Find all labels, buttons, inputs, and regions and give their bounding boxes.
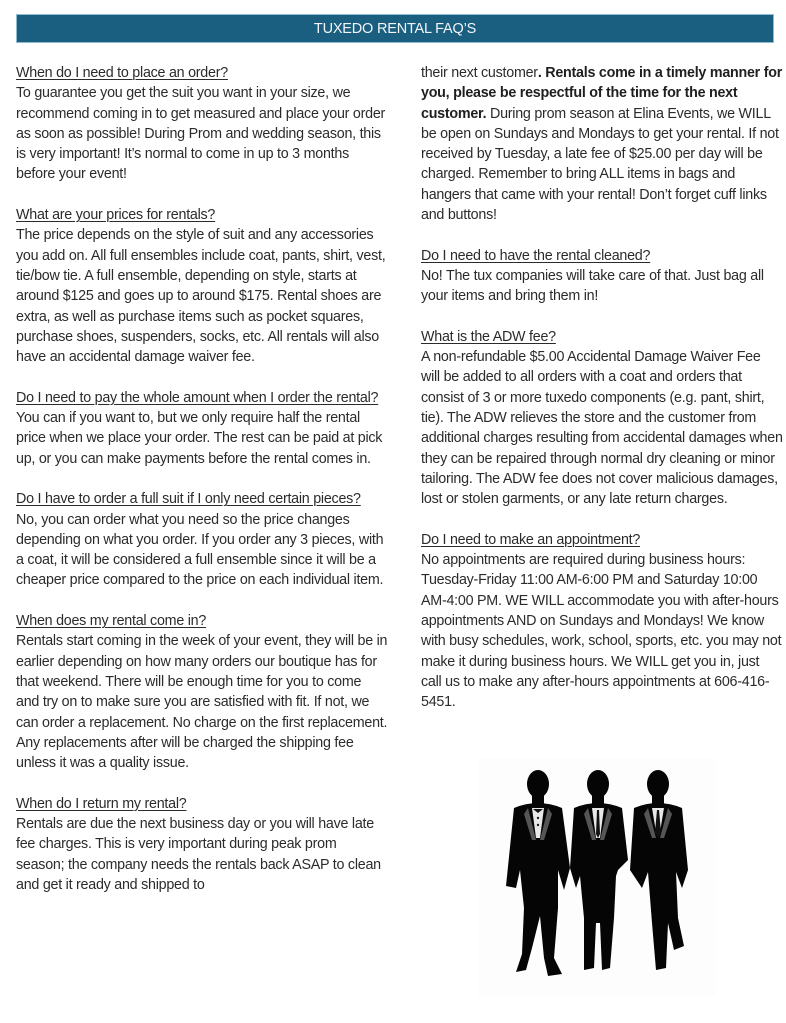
faq-answer-continuation xyxy=(421,63,783,225)
faq-question: Do I need to have the rental cleaned? xyxy=(421,247,651,264)
faq-item xyxy=(16,205,388,367)
man-silhouette xyxy=(630,770,688,970)
faq-answer: No, you can order what you need so the price changes depending on what you order. If you order any 3 pieces, with a coat, it will be considered a full ensemble since it will be a cheaper price compared to the price on each individual item. xyxy=(16,511,384,589)
faq-item xyxy=(16,388,388,469)
faq-item xyxy=(16,63,388,185)
faq-answer: You can if you want to, but we only require half the rental price when we place your order. The rest can be paid at pick up, or you can make payments before the rental comes in. xyxy=(16,410,383,467)
man-silhouette xyxy=(506,770,570,976)
faq-item xyxy=(16,794,388,895)
faq-answer: Rentals are due the next business day or you will have late fee charges. This is very important during peak prom season; the company needs the rentals back ASAP to clean and get it ready and shipped to xyxy=(16,815,381,893)
faq-item xyxy=(421,530,783,713)
right-column xyxy=(421,63,783,733)
emphasis-text: . Rentals come in a timely manner for you, please be respectful of the time for the next customer. xyxy=(421,65,783,122)
faq-answer: No appointments are required during business hours: Tuesday-Friday 11:00 AM-6:00 PM and Saturday 10:00 AM-4:00 PM. WE WILL accommodate you with after-hours appointments AND on Sundays and Mondays! We know with busy schedules, work, school, sports, etc. you may not make it during business hours. We WILL get you in, just call us to make any after-hours appointments at 606-416-5451. xyxy=(421,552,782,711)
faq-question: When do I return my rental? xyxy=(16,795,187,812)
continuation-text: their next customer xyxy=(421,65,538,81)
faq-title-banner xyxy=(16,14,774,43)
faq-item xyxy=(421,246,783,307)
faq-question: What are your prices for rentals? xyxy=(16,207,216,224)
faq-question: Do I need to make an appointment? xyxy=(421,531,641,548)
three-men-tuxedo-icon xyxy=(478,758,716,996)
faq-question: When does my rental come in? xyxy=(16,613,207,630)
faq-question: Do I have to order a full suit if I only need certain pieces? xyxy=(16,491,361,508)
faq-item xyxy=(16,611,388,773)
faq-question: What is the ADW fee? xyxy=(421,328,556,345)
faq-question: Do I need to pay the whole amount when I order the rental? xyxy=(16,389,379,406)
man-silhouette xyxy=(570,770,628,970)
faq-item xyxy=(421,327,783,510)
continuation-text: During prom season at Elina Events, we WILL be open on Sundays and Mondays to get your rental. If not received by Tuesday, a late fee of $25.00 per day will be charged. Remember to bring ALL items in bags and hangers that came with your rental! Don’t forget cuff links and buttons! xyxy=(421,105,779,224)
tuxedo-silhouette-illustration xyxy=(478,758,716,996)
faq-answer: To guarantee you get the suit you want in your size, we recommend coming in to get measured and place your order as soon as possible! During Prom and wedding season, this is very important! It’s normal to come in up to 3 months before your event! xyxy=(16,85,386,183)
faq-answer: No! The tux companies will take care of that. Just bag all your items and bring them in! xyxy=(421,267,764,305)
faq-answer: Rentals start coming in the week of your event, they will be in earlier depending on how many orders our boutique has for that weekend. There will be enough time for you to come and try on to make sure you are satisfied with fit. If not, we can order a replacement. No charge on the first replacement. Any replacements after will be charged the shipping fee unless it was a quality issue. xyxy=(16,633,388,772)
page-title: TUXEDO RENTAL FAQ’S xyxy=(313,20,477,37)
faq-answer: The price depends on the style of suit and any accessories you add on. All full ensembles include coat, pants, shirt, vest, tie/bow tie. A full ensemble, depending on style, starts at around $125 and goes up to around $175. Rental shoes are extra, as well as purchase items such as pocket squares, purchase shoes, suspenders, socks, etc. All rentals will also have an accidental damage waiver fee. xyxy=(16,227,386,366)
faq-answer: A non-refundable $5.00 Accidental Damage Waiver Fee will be added to all orders with a coat and orders that consist of 3 or more tuxedo components (e.g. pant, shirt, tie). The ADW relieves the store and the customer from additional charges resulting from accidental damages when they can be repaired through normal dry cleaning or minor tailoring. The ADW fee does not cover malicious damages, lost or stolen garments, or any late return charges. xyxy=(421,349,783,508)
left-column xyxy=(16,63,388,915)
faq-item xyxy=(16,489,388,590)
faq-question: When do I need to place an order? xyxy=(16,65,228,81)
